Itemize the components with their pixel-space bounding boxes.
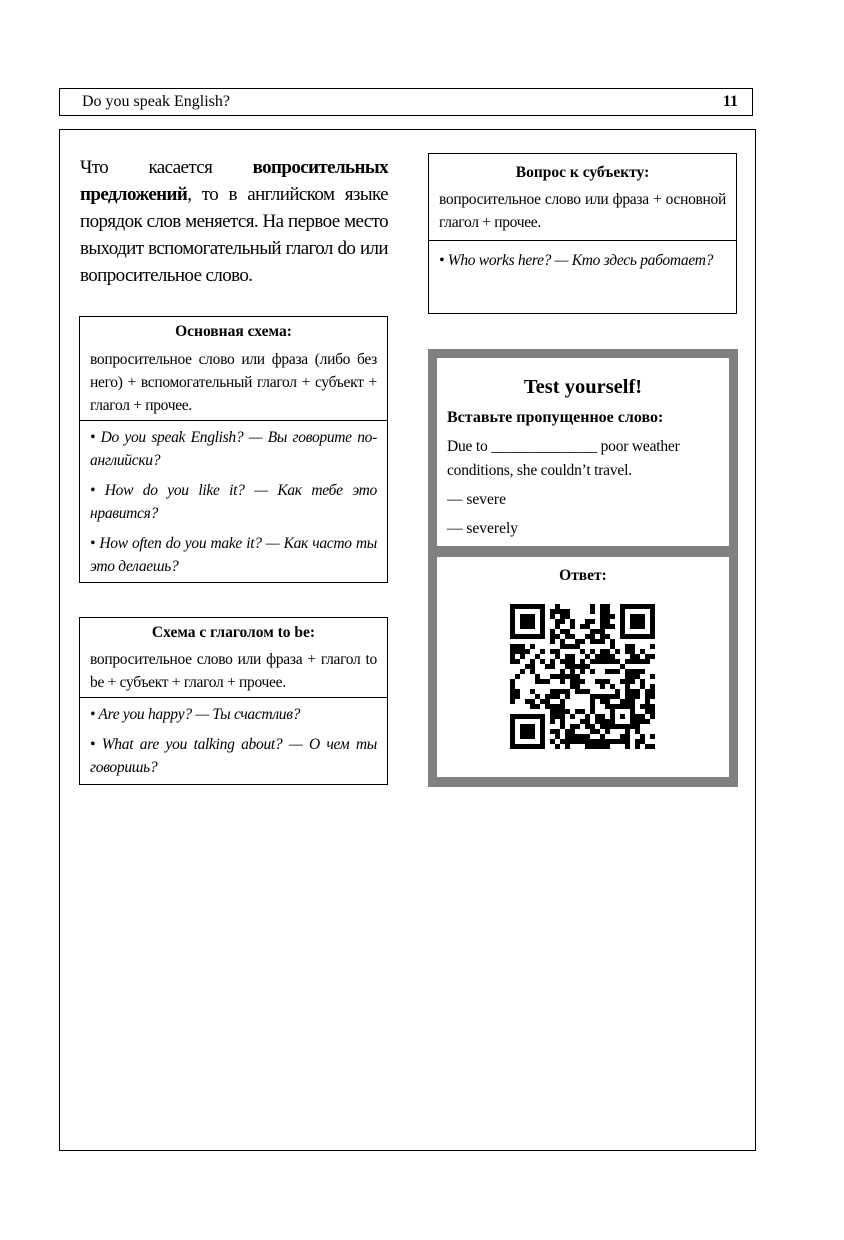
intro-text-end: , то в английском языке порядок слов меняется. На первое место выходит вспомогательный глагол do или вопросительное слово. <box>80 184 388 286</box>
main-scheme-title: Основная схема: <box>175 323 292 340</box>
test-question: Due to ______________ poor weather conditions, she couldn’t travel. <box>447 438 680 479</box>
main-scheme-example: • How do you like it? — Как тебе это нравится? <box>90 482 377 522</box>
intro-paragraph <box>80 154 388 289</box>
test-yourself-panel <box>428 349 738 787</box>
intro-bold-term: вопросительных предложений <box>80 157 388 205</box>
main-scheme-example: • How often do you make it? — Как часто ты это делаешь? <box>90 535 377 575</box>
be-scheme-box <box>79 617 388 785</box>
page-number: 11 <box>722 93 738 110</box>
main-scheme-description: вопросительное слово или фраза (либо без него) + вспомогательный глагол + субъект + глагол + прочее. <box>90 351 377 414</box>
running-header <box>59 88 753 116</box>
be-scheme-description: вопросительное слово или фраза + глагол to be + субъект + глагол + прочее. <box>90 651 377 691</box>
test-answer-card <box>437 557 729 777</box>
test-option: — severely <box>447 520 519 537</box>
main-scheme-box <box>79 316 388 583</box>
subject-question-box <box>428 153 737 314</box>
answer-label: Ответ: <box>559 567 607 584</box>
header-title: Do you speak English? <box>82 93 230 110</box>
qr-code-icon[interactable] <box>510 604 655 749</box>
test-option: — severe <box>447 491 506 508</box>
test-title: Test yourself! <box>523 376 643 398</box>
main-scheme-example: • Do you speak English? — Вы говорите по-английски? <box>90 429 377 469</box>
test-instruction: Вставьте пропущенное слово: <box>447 409 664 426</box>
test-question-card <box>437 358 729 546</box>
subject-question-description: вопросительное слово или фраза + основной глагол + прочее. <box>439 191 726 231</box>
be-scheme-example: • Are you happy? — Ты счастлив? <box>90 706 301 723</box>
subject-question-title: Вопрос к субъекту: <box>515 164 650 181</box>
be-scheme-example: • What are you talking about? — О чем ты говоришь? <box>90 736 377 776</box>
subject-question-example: • Who works here? — Кто здесь работает? <box>439 252 714 269</box>
be-scheme-title: Схема с глаголом to be: <box>151 624 316 641</box>
intro-text-start: Что касается <box>80 157 253 178</box>
